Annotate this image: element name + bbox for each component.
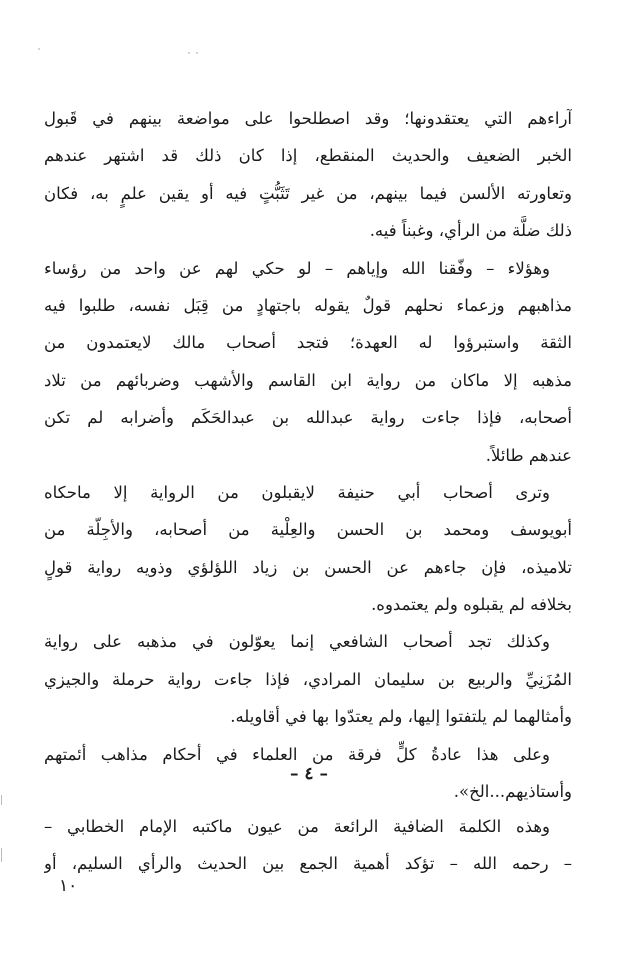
text-line: وهؤلاء – وفّقنا الله وإياهم – لو حكي لهم عن واحد من رؤساء [44, 258, 550, 278]
scan-speck [38, 48, 40, 50]
text-line: المُزَنِيِّ والربيع بن سليمان المرادي، فإذا جاءت رواية حرملة والجيزي [44, 669, 572, 689]
margin-mark [1, 795, 2, 805]
text-line: ذلك ضلَّة من الرأي، وغبناً فيه. [369, 221, 572, 241]
page-number: ١٠ [59, 876, 78, 896]
text-line: الخبر الضعيف والحديث المنقطع، إذا كان ذلك قد اشتهر عندهم [44, 146, 572, 166]
paragraph-2 [44, 250, 572, 474]
scan-speck [196, 52, 198, 54]
text-line: وكذلك تجد أصحاب الشافعي إنما يعوّلون في مذهبه على رواية [44, 632, 550, 652]
text-line: وتعاورته الألسن فيما بينهم، من غير تَثَبُّتٍ فيه أو يقين علمٍ به، فكان [44, 183, 572, 203]
text-line: أصحابه، فإذا جاءت رواية عبدالله بن عبدالحَكَم وأضرابه لم تكن [44, 408, 572, 428]
main-text [44, 100, 572, 810]
closing-text [44, 808, 572, 883]
text-line: آراءهم التي يعتقدونها؛ وقد اصطلحوا على مواضعة بينهم في قَبول [44, 109, 572, 128]
text-line: عندهم طائلاً. [485, 445, 572, 465]
text-line: وأمثالهما لم يلتفتوا إليها، ولم يعتدّوا بها في أقاويله. [230, 707, 572, 727]
margin-mark [1, 848, 2, 862]
text-line: مذاهبهم وزعماء نحلهم قولٌ يقوله باجتهادٍ من قِبَل نفسه، طلبوا فيه [44, 295, 572, 315]
paragraph-1 [44, 100, 572, 250]
section-number: – ٤ – [290, 764, 328, 784]
scan-speck [188, 52, 190, 54]
text-line: وترى أصحاب أبي حنيفة لايقبلون من الرواية إلا ماحكاه [44, 482, 550, 502]
text-line: – رحمه الله – تؤكد أهمية الجمع بين الحديث والرأي السليم، أو [44, 854, 572, 874]
paragraph-4 [44, 623, 572, 735]
paragraph-3 [44, 474, 572, 624]
text-line: الثقة واستبرؤوا له العهدة؛ فتجد أصحاب مالك لايعتمدون من [44, 333, 572, 353]
text-line: وأستاذيهم...الخ». [453, 782, 572, 802]
text-line: مذهبه إلا ماكان من رواية ابن القاسم والأشهب وضربائهم من تلاد [44, 370, 572, 390]
text-line: تلاميذه، فإن جاءهم عن الحسن بن زياد اللؤلؤي وذويه رواية قولٍ [44, 557, 572, 577]
text-line: أبويوسف ومحمد بن الحسن والعِلْية من أصحابه، والأجِلّة من [44, 520, 572, 540]
text-line: وعلى هذا عادةُ كلٍّ فرقة من العلماء في أحكام مذاهب أئمتهم [44, 744, 550, 764]
text-line: وهذه الكلمة الضافية الرائعة من عيون ماكتبه الإمام الخطابي – [44, 817, 550, 836]
text-line: بخلافه لم يقبلوه ولم يعتمدوه. [371, 595, 572, 615]
